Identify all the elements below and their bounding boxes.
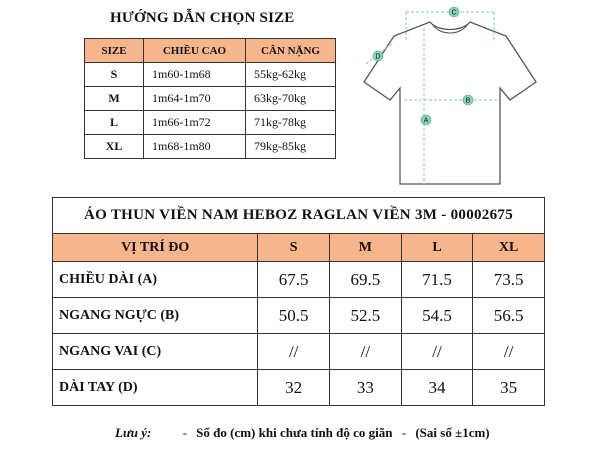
value-cell: 50.5 — [258, 298, 330, 334]
value-cell: 73.5 — [473, 262, 545, 298]
marker-label: A — [423, 117, 429, 125]
table-row — [53, 334, 545, 370]
tshirt-outline — [364, 22, 536, 184]
marker-label: B — [465, 97, 471, 105]
value-cell: 32 — [258, 370, 330, 406]
value-cell: 35 — [473, 370, 545, 406]
measurement-title-row — [53, 198, 545, 234]
table-row — [85, 87, 336, 111]
note-dash: - — [401, 425, 407, 440]
header-position: VỊ TRÍ ĐO — [53, 234, 258, 262]
header-height: CHIỀU CAO — [144, 39, 246, 63]
header-size-m: M — [330, 234, 402, 262]
size-guide-table — [84, 38, 336, 159]
header-size-l: L — [401, 234, 473, 262]
position-label: NGANG NGỰC (B) — [53, 298, 258, 334]
table-row — [85, 63, 336, 87]
table-row — [53, 262, 545, 298]
table-row — [53, 370, 545, 406]
marker-label: D — [375, 53, 381, 61]
height-cell: 1m64-1m70 — [144, 87, 246, 111]
size-cell: XL — [85, 135, 144, 159]
position-label: NGANG VAI (C) — [53, 334, 258, 370]
table-row — [85, 111, 336, 135]
header-size-s: S — [258, 234, 330, 262]
marker-b — [463, 95, 473, 105]
value-cell: // — [473, 334, 545, 370]
note-text-tolerance: (Sai số ±1cm) — [415, 425, 490, 440]
weight-cell: 55kg-62kg — [246, 63, 336, 87]
height-cell: 1m60-1m68 — [144, 63, 246, 87]
value-cell: // — [330, 334, 402, 370]
table-row — [85, 135, 336, 159]
value-cell: 33 — [330, 370, 402, 406]
value-cell: 67.5 — [258, 262, 330, 298]
marker-d — [373, 51, 383, 61]
value-cell: // — [401, 334, 473, 370]
size-guide-header-row — [85, 39, 336, 63]
size-cell: L — [85, 111, 144, 135]
weight-cell: 79kg-85kg — [246, 135, 336, 159]
header-size: SIZE — [85, 39, 144, 63]
weight-cell: 63kg-70kg — [246, 87, 336, 111]
value-cell: 52.5 — [330, 298, 402, 334]
value-cell: 56.5 — [473, 298, 545, 334]
position-label: CHIỀU DÀI (A) — [53, 262, 258, 298]
note-dash: - — [182, 425, 187, 440]
weight-cell: 71kg-78kg — [246, 111, 336, 135]
note-text-measure: Số đo (cm) khi chưa tính độ co giãn — [196, 425, 393, 440]
tshirt-collar — [432, 24, 468, 33]
position-label: DÀI TAY (D) — [53, 370, 258, 406]
header-size-xl: XL — [473, 234, 545, 262]
measurement-table — [52, 197, 545, 406]
header-weight: CÂN NẶNG — [246, 39, 336, 63]
size-guide-title: HƯỚNG DẪN CHỌN SIZE — [110, 10, 295, 26]
marker-label: C — [451, 9, 457, 17]
marker-a — [421, 115, 431, 125]
value-cell: 69.5 — [330, 262, 402, 298]
size-cell: M — [85, 87, 144, 111]
footnote — [115, 425, 535, 441]
note-label: Lưu ý: — [115, 425, 152, 440]
value-cell: 71.5 — [401, 262, 473, 298]
measurement-header-row — [53, 234, 545, 262]
marker-c — [449, 7, 459, 17]
height-cell: 1m68-1m80 — [144, 135, 246, 159]
value-cell: 34 — [401, 370, 473, 406]
size-cell: S — [85, 63, 144, 87]
height-cell: 1m66-1m72 — [144, 111, 246, 135]
tshirt-diagram — [360, 2, 540, 192]
table-row — [53, 298, 545, 334]
product-title: ÁO THUN VIỀN NAM HEBOZ RAGLAN VIỀN 3M - 00002675 — [53, 198, 545, 234]
value-cell: 54.5 — [401, 298, 473, 334]
value-cell: // — [258, 334, 330, 370]
